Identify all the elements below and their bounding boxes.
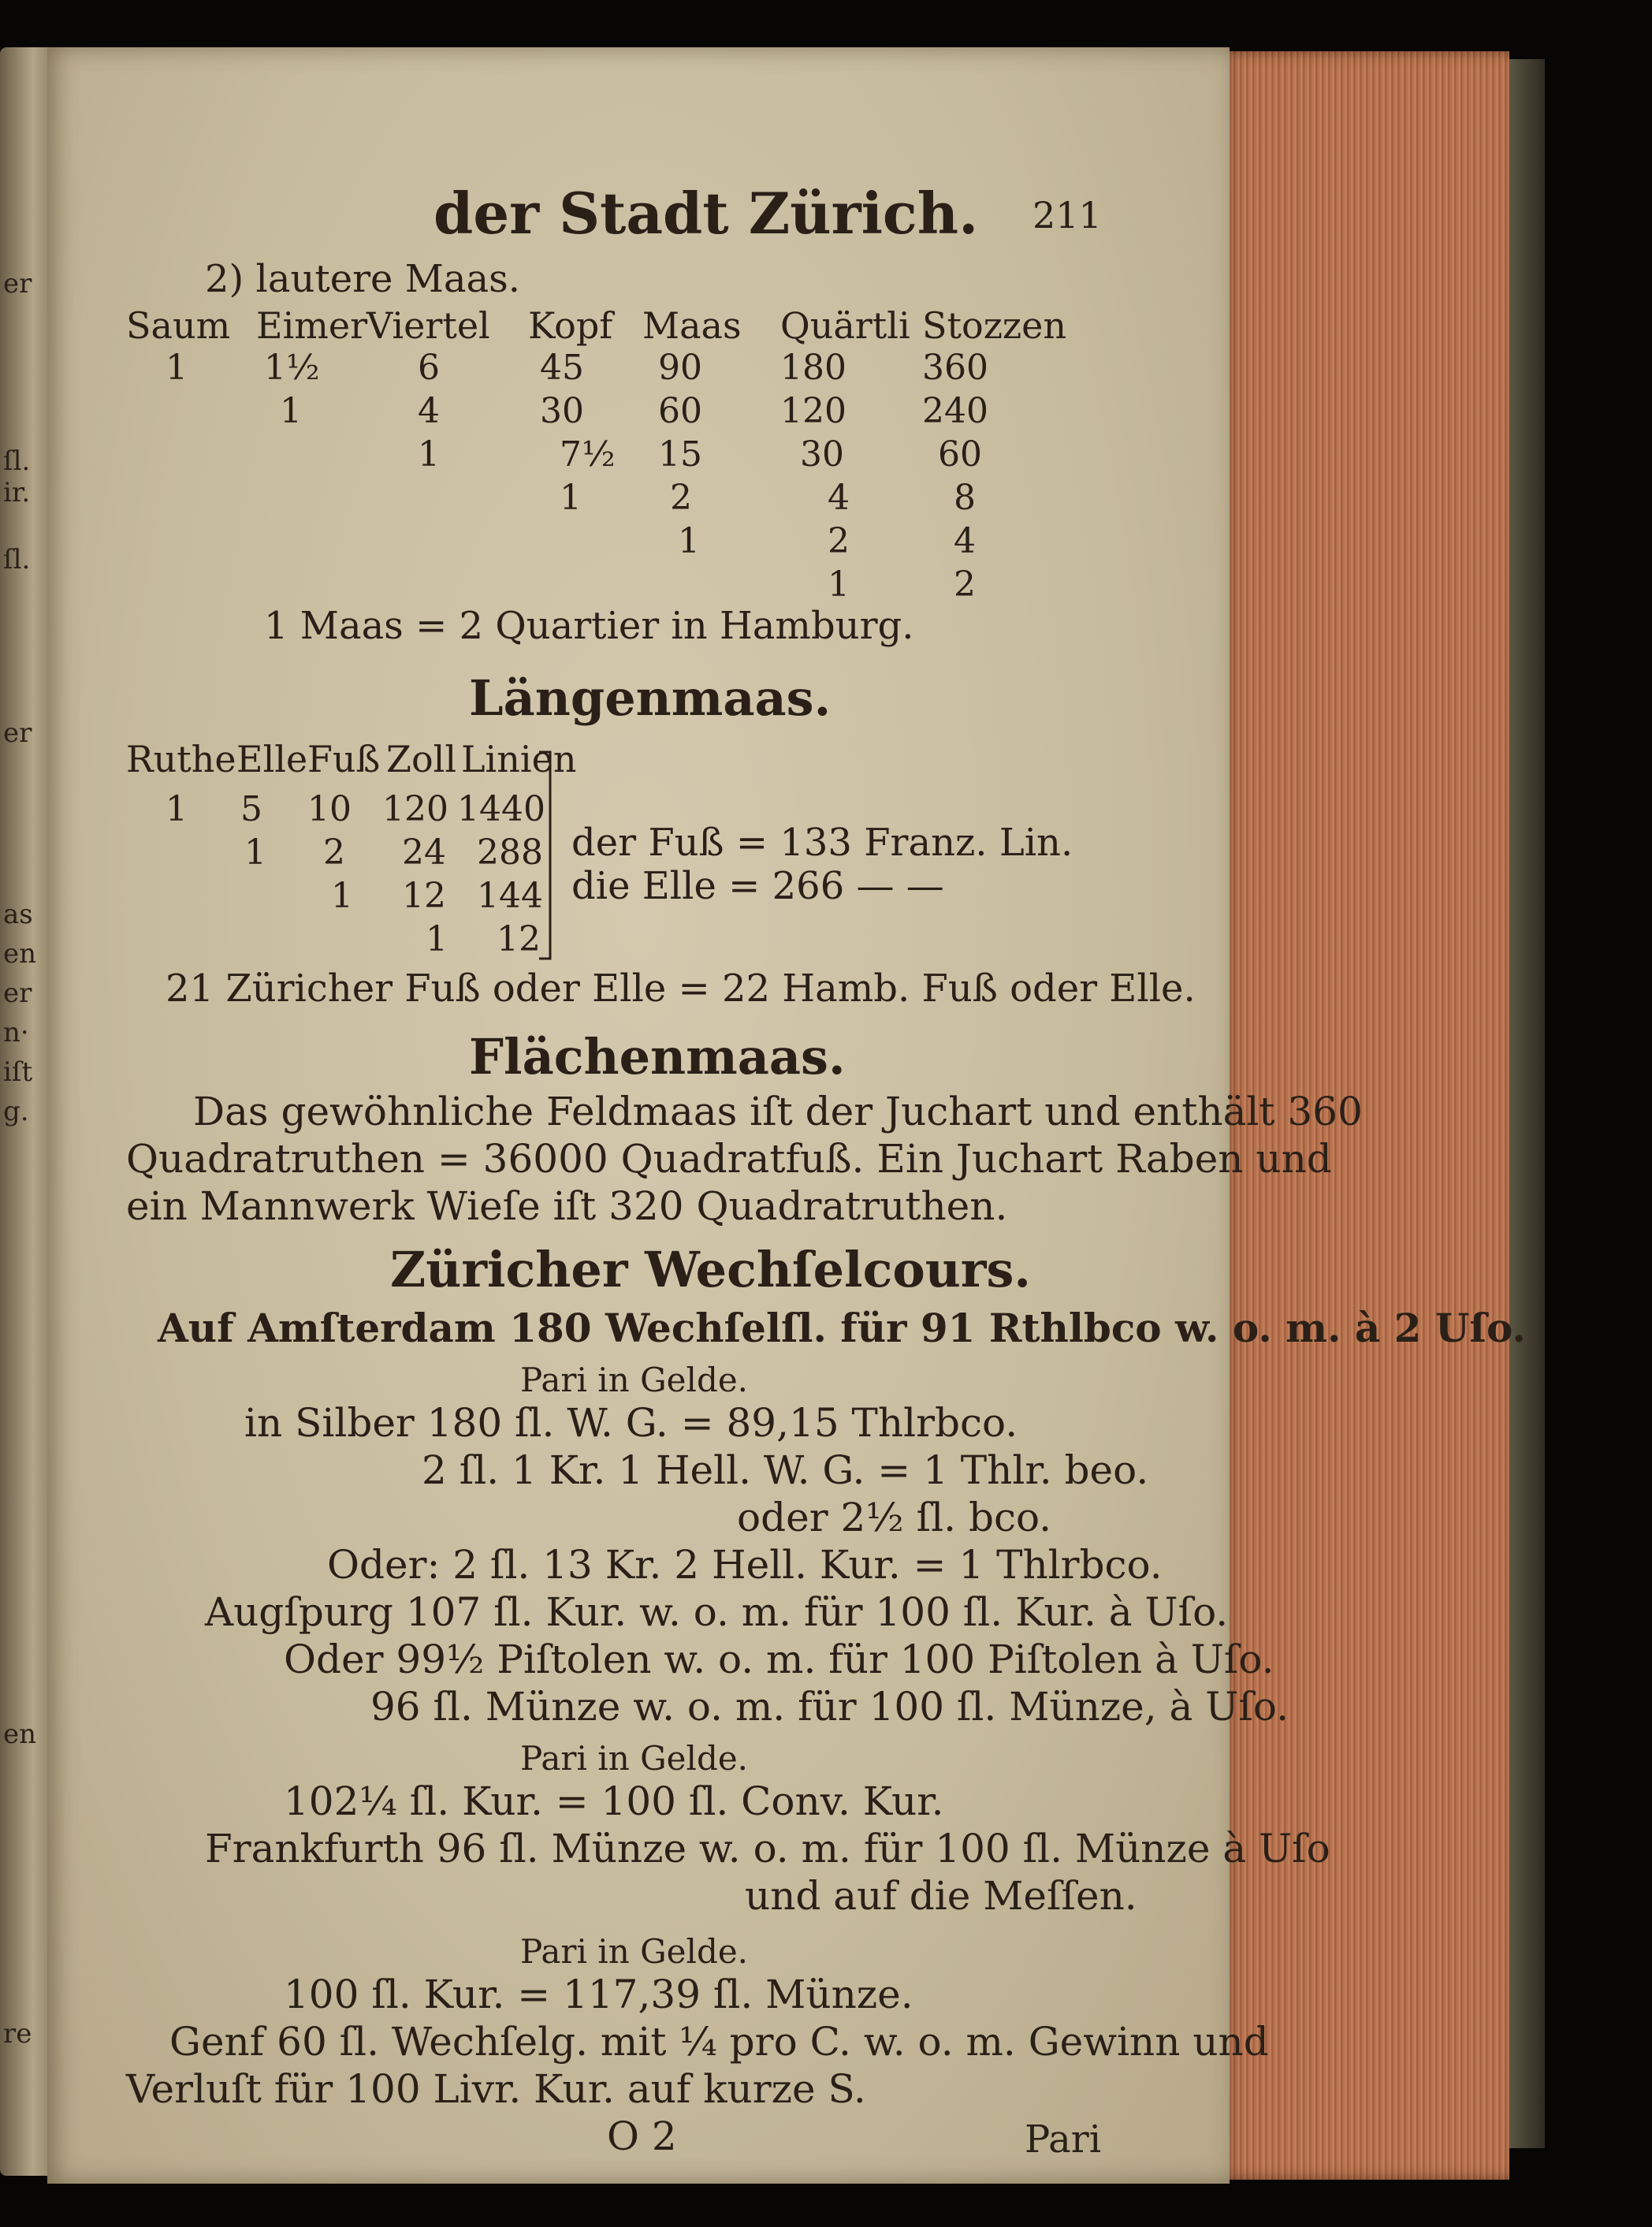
table-cell: 120 xyxy=(382,789,448,829)
col-header: Kopf xyxy=(528,304,613,347)
table-cell: 60 xyxy=(938,434,982,475)
table-cell: 1 xyxy=(280,391,302,431)
table-cell: 2 xyxy=(670,478,692,518)
table-cell: 4 xyxy=(418,391,440,431)
col-header: Eimer xyxy=(256,304,368,347)
fragment: en xyxy=(3,938,37,970)
exchange-line: Oder 99½ Piſtolen w. o. m. für 100 Piſtolen à Uſo. xyxy=(284,1637,1274,1682)
table-bracket xyxy=(536,749,560,962)
col-header: Saum xyxy=(126,304,231,347)
exchange-line: in Silber 180 ſl. W. G. = 89,15 Thlrbco. xyxy=(244,1400,1018,1446)
area-line-3: ein Mannwerk Wieſe iſt 320 Quadratruthen. xyxy=(126,1183,1008,1229)
table-cell: 1 xyxy=(166,789,188,829)
fragment: ir. xyxy=(3,477,31,508)
table-cell: 1½ xyxy=(264,348,320,388)
fragment: ſl. xyxy=(3,445,31,477)
exchange-line: Auf Amſterdam 180 Wechſelſl. für 91 Rthlbco w. o. m. à 2 Uſo. xyxy=(158,1305,1526,1351)
page-number: 211 xyxy=(1032,194,1102,236)
col-header: Stozzen xyxy=(922,304,1067,347)
exchange-line: oder 2½ ſl. bco. xyxy=(737,1495,1052,1540)
table-cell: 1 xyxy=(678,521,700,561)
fragment: n· xyxy=(3,1017,29,1048)
fluid-note: 1 Maas = 2 Quartier in Hamburg. xyxy=(264,604,914,648)
table-cell: 90 xyxy=(658,348,702,388)
table-cell: 2 xyxy=(323,832,345,873)
table-cell: 4 xyxy=(954,521,976,561)
fragment: g. xyxy=(3,1096,29,1127)
table-cell: 1 xyxy=(331,876,353,916)
table-cell: 1 xyxy=(828,564,850,605)
exchange-subheading: Pari in Gelde. xyxy=(520,1361,749,1399)
table-cell: 120 xyxy=(780,391,846,431)
table-cell: 12 xyxy=(497,919,541,959)
table-cell: 10 xyxy=(307,789,352,829)
col-header: Quärtli xyxy=(780,304,910,347)
area-line-2: Quadratruthen = 36000 Quadratfuß. Ein Juchart Raben und xyxy=(126,1136,1332,1182)
table-cell: 2 xyxy=(828,521,850,561)
col-header: Ruthe xyxy=(126,738,236,780)
running-head: der Stadt Zürich. xyxy=(433,180,979,247)
col-header: Zoll xyxy=(386,738,457,780)
table-cell: 7½ xyxy=(560,434,616,475)
table-cell: 15 xyxy=(658,434,702,475)
fragment: er xyxy=(3,978,32,1009)
signature-mark: O 2 xyxy=(607,2113,677,2159)
length-note: 21 Züricher Fuß oder Elle = 22 Hamb. Fuß oder Elle. xyxy=(166,966,1196,1011)
fragment: iſt xyxy=(3,1056,33,1088)
table-cell: 180 xyxy=(780,348,846,388)
table-cell: 30 xyxy=(800,434,844,475)
table-cell: 1 xyxy=(560,478,582,518)
fragment: ſl. xyxy=(3,544,31,575)
exchange-line: Frankfurth 96 ſl. Münze w. o. m. für 100 ſl. Münze à Uſo xyxy=(205,1826,1330,1871)
table-cell: 144 xyxy=(477,876,543,916)
table-cell: 1 xyxy=(418,434,440,475)
table-cell: 360 xyxy=(922,348,988,388)
exchange-line: Oder: 2 ſl. 13 Kr. 2 Hell. Kur. = 1 Thlrbco. xyxy=(327,1542,1163,1588)
table-cell: 24 xyxy=(402,832,446,873)
table-cell: 60 xyxy=(658,391,702,431)
exchange-subheading: Pari in Gelde. xyxy=(520,1932,749,1971)
length-side-note-foot: der Fuß = 133 Franz. Lin. xyxy=(571,821,1073,865)
table-cell: 30 xyxy=(540,391,584,431)
left-margin-fragments xyxy=(0,47,47,2176)
table-cell: 1 xyxy=(426,919,448,959)
book-page xyxy=(47,47,1526,2184)
table-cell: 4 xyxy=(828,478,850,518)
col-header: Elle xyxy=(236,738,308,780)
exchange-subheading: Pari in Gelde. xyxy=(520,1739,749,1778)
col-header: Linien xyxy=(461,738,577,780)
section-heading-area: Flächenmaas. xyxy=(469,1028,846,1086)
table-cell: 1440 xyxy=(457,789,545,829)
table-cell: 288 xyxy=(477,832,543,873)
exchange-line: 96 ſl. Münze w. o. m. für 100 ſl. Münze, à Uſo. xyxy=(370,1684,1289,1730)
table-cell: 1 xyxy=(244,832,266,873)
table-cell: 1 xyxy=(166,348,188,388)
exchange-line: Augſpurg 107 ſl. Kur. w. o. m. für 100 ſl. Kur. à Uſo. xyxy=(205,1589,1229,1635)
col-header: Maas xyxy=(642,304,742,347)
exchange-line: Genf 60 ſl. Wechſelg. mit ¼ pro C. w. o. m. Gewinn und xyxy=(169,2019,1269,2065)
table-cell: 12 xyxy=(402,876,446,916)
table-cell: 6 xyxy=(418,348,440,388)
exchange-line: Verluſt für 100 Livr. Kur. auf kurze S. xyxy=(126,2066,866,2112)
exchange-line: 2 ſl. 1 Kr. 1 Hell. W. G. = 1 Thlr. beo. xyxy=(422,1447,1149,1493)
section-heading-length: Längenmaas. xyxy=(469,669,832,727)
fragment: en xyxy=(3,1719,37,1750)
fragment: re xyxy=(3,2018,32,2050)
col-header: Fuß xyxy=(307,738,381,780)
area-line-1: Das gewöhnliche Feldmaas iſt der Juchart und enthält 360 xyxy=(193,1089,1363,1134)
exchange-line: 100 ſl. Kur. = 117,39 ſl. Münze. xyxy=(284,1972,913,2017)
table-cell: 8 xyxy=(954,478,976,518)
table-cell: 45 xyxy=(540,348,584,388)
exchange-line: und auf die Meſſen. xyxy=(745,1873,1137,1919)
fragment: er xyxy=(3,268,32,300)
table-cell: 2 xyxy=(954,564,976,605)
fluid-intro: 2) lautere Maas. xyxy=(205,257,520,301)
col-header: Viertel xyxy=(366,304,490,347)
table-cell: 5 xyxy=(240,789,262,829)
table-cell: 240 xyxy=(922,391,988,431)
section-heading-exchange: Züricher Wechſelcours. xyxy=(390,1241,1031,1298)
fragment: er xyxy=(3,717,32,749)
catchword: Pari xyxy=(1025,2117,1102,2162)
fragment: as xyxy=(3,899,33,930)
length-side-note-ell: die Elle = 266 — — xyxy=(571,864,944,908)
exchange-line: 102¼ ſl. Kur. = 100 ſl. Conv. Kur. xyxy=(284,1778,944,1824)
